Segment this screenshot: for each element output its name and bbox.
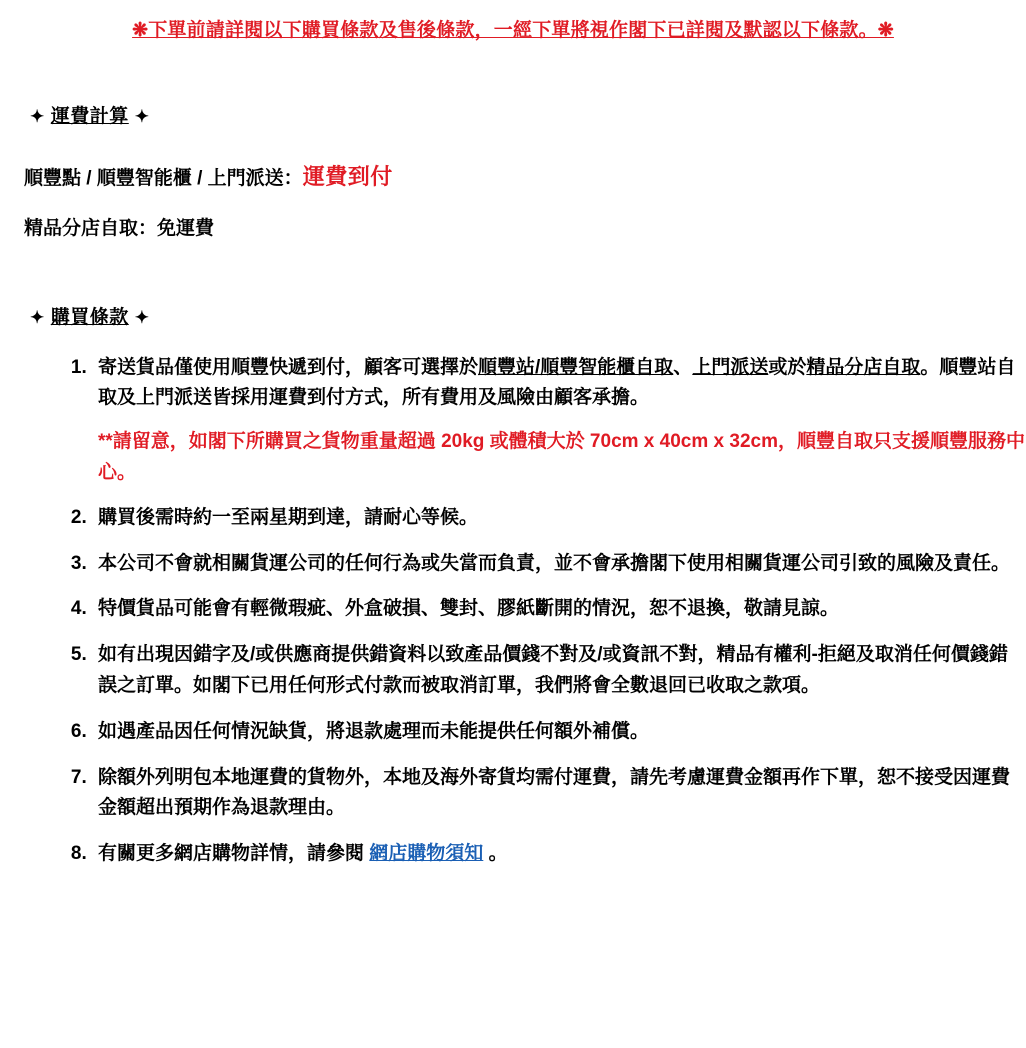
shopping-guide-link[interactable]: 網店購物須知: [369, 843, 484, 865]
list-item: [92, 549, 1026, 580]
warning-banner: ❋下單前請詳閱以下購買條款及售後條款，一經下單將視作閣下已詳閱及默認以下條款。❋: [132, 20, 894, 41]
term-8-text-a: 有關更多網店購物詳情，請參閱: [98, 843, 365, 865]
term-1-underline-1: 順豐站/順豐智能櫃自取: [478, 356, 674, 378]
shipping-option-paid: [24, 160, 1026, 194]
list-item: [92, 503, 1026, 534]
list-item: [92, 640, 1026, 702]
list-item: [92, 717, 1026, 748]
term-1-text-b: 、: [673, 356, 693, 378]
term-1-weight-note: **請留意，如閣下所購買之貨物重量超過 20kg 或體積大於 70cm x 40cm x 32cm，順豐自取只支援順豐服務中心。: [98, 431, 1025, 483]
term-6-text: 如遇產品因任何情況缺貨，將退款處理而未能提供任何額外補償。: [98, 720, 650, 742]
term-1-text-a: 寄送貨品僅使用順豐快遞到付，顧客可選擇於: [98, 356, 479, 378]
diamond-icon-right-2: ✦: [134, 307, 150, 327]
terms-section-heading: [24, 302, 1026, 329]
term-1-underline-3: 精品分店自取: [806, 356, 921, 378]
term-3-text: 本公司不會就相關貨運公司的任何行為或失當而負責，並不會承擔閣下使用相關貨運公司引致的風險及責任。: [98, 552, 1011, 574]
terms-list: [0, 353, 1026, 870]
diamond-icon-left-2: ✦: [30, 307, 45, 327]
shipping-section-heading: [24, 101, 1026, 128]
diamond-icon-left: ✦: [30, 106, 45, 126]
diamond-icon-right: ✦: [134, 106, 150, 126]
shipping-heading-label: 運費計算: [50, 105, 129, 127]
term-4-text: 特價貨品可能會有輕微瑕疵、外盒破損、雙封、膠紙斷開的情況，恕不退換，敬請見諒。: [98, 598, 840, 620]
term-1-underline-2: 上門派送: [692, 356, 769, 378]
shipping-option-paid-label: 順豐點 / 順豐智能櫃 / 上門派送：: [24, 167, 303, 189]
list-item: [92, 839, 1026, 870]
term-1-text-d: 。順豐站自取及上門派送皆採用運費到付方式，所有費用及風險由顧客承擔。: [98, 356, 1016, 409]
terms-heading-label: 購買條款: [50, 306, 129, 328]
term-2-text: 購買後需時約一至兩星期到達，請耐心等候。: [98, 506, 479, 528]
term-7-text: 除額外列明包本地運費的貨物外，本地及海外寄貨均需付運費，請先考慮運費金額再作下單，恕不接受因運費金額超出預期作為退款理由。: [98, 766, 1011, 819]
list-item: [92, 594, 1026, 625]
term-5-text: 如有出現因錯字及/或供應商提供錯資料以致產品價錢不對及/或資訊不對，精品有權利-拒絕及取消任何價錢錯誤之訂單。如閣下已用任何形式付款而被取消訂單，我們將會全數退回已收取之款項。: [98, 644, 1008, 696]
shipping-option-pickup: 精品分店自取：免運費: [24, 218, 215, 240]
term-1-text-c: 或於: [768, 356, 807, 378]
term-8-text-b: 。: [488, 843, 508, 865]
list-item: [92, 763, 1026, 825]
shipping-option-paid-value: 運費到付: [302, 163, 393, 189]
list-item: [92, 353, 1026, 488]
